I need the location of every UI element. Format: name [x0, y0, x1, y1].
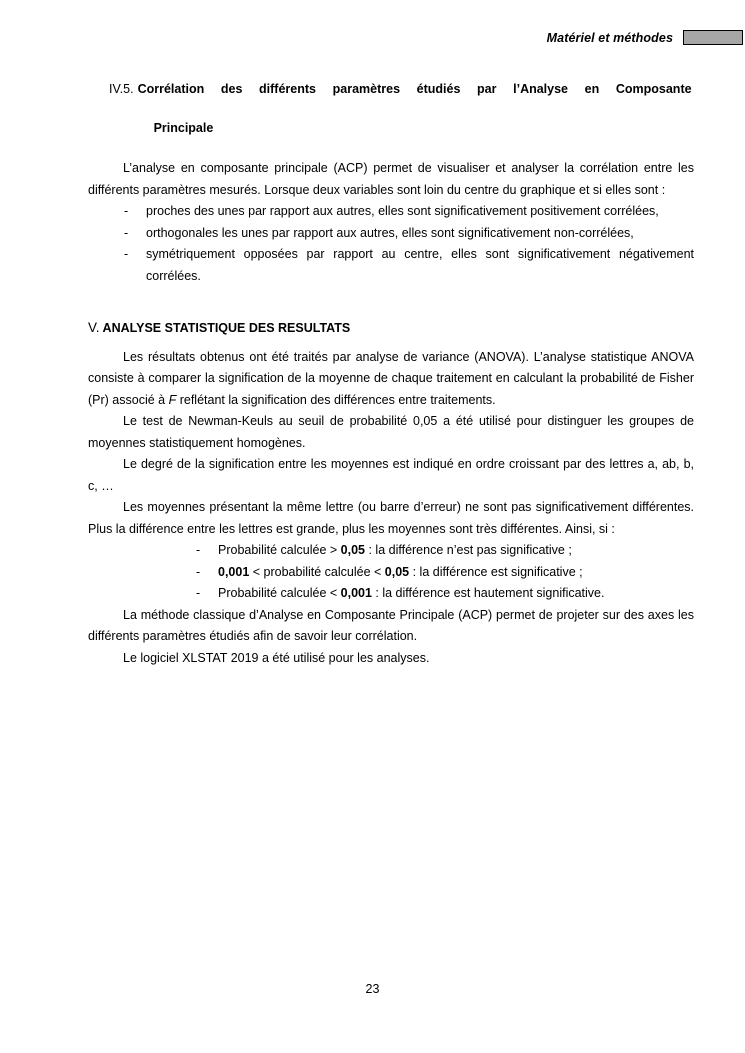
list-item [88, 201, 694, 223]
page-header [0, 30, 745, 45]
bullet-dash: - [196, 586, 201, 601]
list-item [88, 223, 694, 245]
rule-mid: < probabilité calculée < [249, 564, 385, 579]
rule-bold-1: 0,001 [340, 586, 372, 601]
section-v-number: V. [88, 320, 100, 336]
list-item-text [218, 583, 694, 605]
section-v-rules-list [88, 540, 694, 605]
list-item [88, 583, 694, 605]
list-item-text: proches des unes par rapport aux autres, elles sont significativement positivement corrélées, [146, 204, 659, 219]
rule-mid: : la différence est hautement significative. [371, 586, 605, 601]
section-v-paragraph-2: Le test de Newman-Keuls au seuil de probabilité 0,05 a été utilisé pour distinguer les groupes de moyennes statistiquement homogènes. [88, 414, 694, 450]
paragraph-1-part-b: reflétant la signification des différences entre traitements. [176, 392, 496, 407]
section-v-title: ANALYSE STATISTIQUE DES RESULTATS [102, 321, 351, 336]
page-number: 23 [365, 982, 380, 996]
header-title: Matériel et méthodes [546, 30, 673, 45]
section-iv5-title [138, 80, 692, 138]
bullet-dash: - [124, 247, 129, 262]
section-iv5-heading [88, 80, 694, 138]
section-v-paragraph-6: Le logiciel XLSTAT 2019 a été utilisé pour les analyses. [123, 650, 430, 665]
page-content [88, 80, 694, 669]
section-v-paragraph-5: La méthode classique d’Analyse en Composante Principale (ACP) permet de projeter sur des axes les différents paramètres étudiés afin de savoir leur corrélation. [88, 607, 694, 644]
bullet-dash: - [124, 204, 129, 219]
section-iv5-paragraph: L’analyse en composante principale (ACP) permet de visualiser et analyser la corrélation entre les différents paramètres mesurés. Lorsque deux variables sont loin du centre du graphique et si elles sont : [88, 161, 694, 197]
page-footer [0, 982, 745, 996]
rule-pre: Probabilité calculée > [218, 543, 341, 558]
section-v-heading-text [88, 317, 694, 339]
section-v-heading [88, 317, 694, 339]
rule-mid: : la différence n’est pas significative ; [365, 543, 572, 558]
list-item [88, 244, 694, 287]
list-item-text: symétriquement opposées par rapport au centre, elles sont significativement négativement corrélées. [146, 247, 694, 283]
rule-bold-1: 0,001 [218, 564, 250, 579]
section-iv5-bullet-list [88, 201, 694, 287]
list-item-text [218, 540, 694, 562]
section-iv5-title-line1: Corrélation des différents paramètres étudiés par l’Analyse en Composante [137, 82, 692, 96]
rule-post: : la différence est significative ; [409, 564, 583, 579]
section-iv5-number: IV.5. [109, 82, 134, 96]
bullet-dash: - [196, 543, 201, 558]
rule-bold-1: 0,05 [340, 543, 365, 558]
list-item-text: orthogonales les unes par rapport aux autres, elles sont significativement non-corrélées, [146, 225, 634, 240]
section-v-paragraph-4: Les moyennes présentant la même lettre (ou barre d’erreur) ne sont pas significativement différentes. Plus la différence entre les lettres est grande, plus les moyennes sont très différentes. Ainsi, si : [88, 500, 694, 536]
paragraph-1-italic-f: F [168, 392, 177, 407]
list-item-text [218, 562, 694, 584]
list-item [88, 540, 694, 562]
bullet-dash: - [124, 225, 129, 240]
bullet-dash: - [196, 564, 201, 579]
rule-pre: Probabilité calculée < [218, 586, 341, 601]
paragraph-1-part-a: Les résultats obtenus ont été traités par analyse de variance (ANOVA). L’analyse statistique ANOVA consiste à comparer la signification de la moyenne de chaque traitement en calculant la probabilité de Fisher (Pr) associé à [88, 349, 694, 407]
rule-bold-2: 0,05 [384, 564, 410, 579]
section-iv5-title-line2: Principale [153, 120, 214, 135]
section-v-paragraph-3: Le degré de la signification entre les moyennes est indiqué en ordre croissant par des lettres a, ab, b, c, … [88, 457, 694, 493]
header-decoration-block [683, 30, 743, 45]
section-v-paragraph-1 [88, 347, 694, 412]
list-item [88, 562, 694, 584]
